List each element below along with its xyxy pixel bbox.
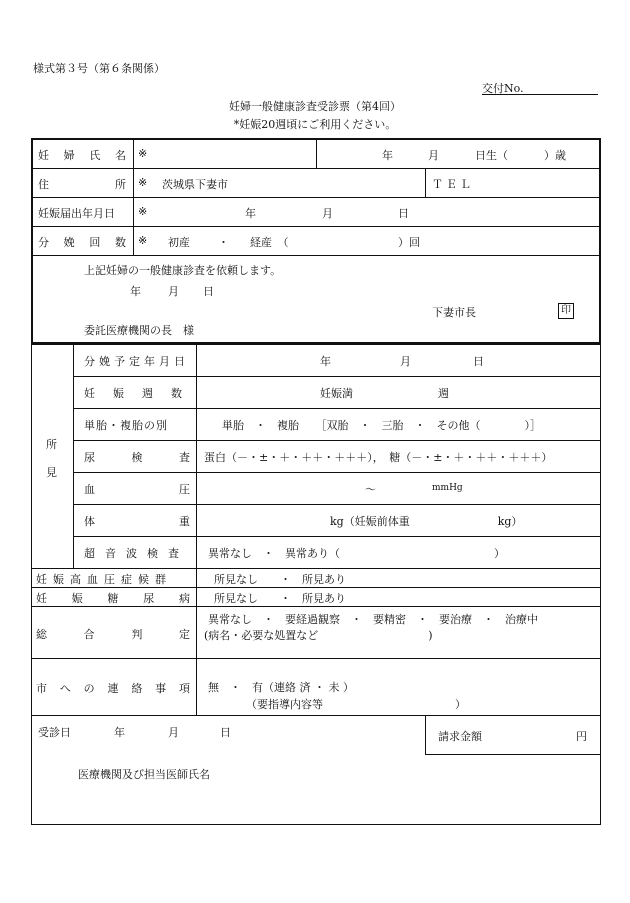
urine-value: 蛋白（－・±・＋・＋＋・＋＋＋）， 糖（－・±・＋・＋＋・＋＋＋） bbox=[204, 451, 553, 464]
request-text: 上記妊婦の一般健康診査を依頼します。 bbox=[84, 264, 282, 277]
address-label: 住 所 bbox=[38, 178, 126, 191]
name-mark: ※ bbox=[138, 147, 148, 160]
due-date-label: 分娩予定年月日 bbox=[84, 355, 189, 368]
weeks-label: 妊娠週数 bbox=[84, 387, 200, 400]
name-label: 妊 婦 氏 名 bbox=[38, 149, 126, 162]
request-day: 日 bbox=[203, 285, 214, 298]
urine-label: 尿 検 査 bbox=[84, 451, 190, 464]
contact-label: 市 へ の 連 絡 事 項 bbox=[36, 682, 190, 695]
birth-day: 日生（ bbox=[475, 149, 508, 162]
bp-label: 血 圧 bbox=[84, 483, 190, 496]
due-day: 日 bbox=[473, 355, 484, 368]
request-month: 月 bbox=[168, 285, 179, 298]
weight-value: kg（妊娠前体重 kg） bbox=[330, 515, 523, 528]
gdm-value: 所見なし ・ 所見あり bbox=[214, 592, 346, 605]
issue-no-underline bbox=[482, 94, 598, 95]
delivery-multi: 経産 （ bbox=[250, 236, 289, 249]
doctor-label: 医療機関及び担当医師氏名 bbox=[78, 768, 210, 781]
notify-label: 妊娠届出年月日 bbox=[38, 207, 115, 220]
fetus-count-label: 単胎・複胎の別 bbox=[84, 419, 168, 432]
delivery-dot: ・ bbox=[218, 236, 229, 249]
form-number: 様式第３号（第６条関係） bbox=[33, 62, 165, 75]
form-title: 妊婦一般健康診査受診票（第4回） bbox=[229, 100, 401, 113]
bp-unit: mmHg bbox=[432, 483, 463, 493]
birth-month: 月 bbox=[428, 149, 439, 162]
overall-notes: (病名・必要な処置など ) bbox=[204, 629, 433, 642]
gdm-label: 妊 娠 糖 尿 病 bbox=[36, 592, 190, 605]
contact-details: （要指導内容等 ） bbox=[246, 698, 466, 711]
exam-date-label: 受診日 bbox=[38, 726, 71, 739]
overall-options: 異常なし ・ 要経過観察 ・ 要精密 ・ 要治療 ・ 治療中 bbox=[208, 613, 538, 626]
ultrasound-value: 異常なし ・ 異常あり（ ） bbox=[208, 547, 505, 560]
bp-tilde: ～ bbox=[365, 483, 376, 496]
ultrasound-label: 超音波検査 bbox=[84, 547, 189, 560]
weeks-prefix: 妊娠満 bbox=[320, 387, 353, 400]
address-mark: ※ bbox=[138, 176, 148, 189]
mayor-label: 下妻市長 bbox=[432, 306, 476, 319]
pih-label: 妊娠高血圧症候群 bbox=[36, 573, 172, 586]
delivery-label: 分 娩 回 数 bbox=[38, 236, 126, 249]
findings-label-1: 所 bbox=[46, 438, 57, 451]
billing-label: 請求金額 bbox=[438, 730, 482, 743]
notify-mark: ※ bbox=[138, 205, 148, 218]
delivery-mark: ※ bbox=[138, 234, 148, 247]
due-month: 月 bbox=[400, 355, 411, 368]
findings-label-2: 見 bbox=[46, 466, 57, 479]
notify-month: 月 bbox=[322, 207, 333, 220]
contact-value: 無 ・ 有（連絡 済 ・ 未 ） bbox=[208, 681, 354, 694]
tel-label: ＴＥＬ bbox=[432, 178, 474, 191]
weight-label: 体 重 bbox=[84, 515, 190, 528]
recipient-label: 委託医療機関の長 様 bbox=[84, 324, 194, 337]
notify-day: 日 bbox=[398, 207, 409, 220]
seal-stamp: 印 bbox=[558, 303, 574, 319]
pih-value: 所見なし ・ 所見あり bbox=[214, 573, 346, 586]
exam-day: 日 bbox=[220, 726, 231, 739]
birth-age: ）歳 bbox=[544, 149, 566, 162]
notify-year: 年 bbox=[245, 207, 256, 220]
exam-year: 年 bbox=[114, 726, 125, 739]
delivery-times: ）回 bbox=[398, 236, 420, 249]
issue-no-label: 交付No. bbox=[482, 82, 524, 95]
exam-month: 月 bbox=[168, 726, 179, 739]
due-year: 年 bbox=[320, 355, 331, 368]
weeks-suffix: 週 bbox=[438, 387, 449, 400]
delivery-first: 初産 bbox=[168, 236, 190, 249]
birth-year: 年 bbox=[382, 149, 393, 162]
request-year: 年 bbox=[130, 285, 141, 298]
address-value: 茨城県下妻市 bbox=[162, 178, 228, 191]
billing-yen: 円 bbox=[576, 730, 587, 743]
fetus-count-value: 単胎 ・ 複胎 ［双胎 ・ 三胎 ・ その他（ ）］ bbox=[222, 419, 541, 432]
form-subtitle: *妊娠20週頃にご利用ください。 bbox=[233, 118, 397, 131]
overall-label: 総 合 判 定 bbox=[36, 628, 190, 641]
